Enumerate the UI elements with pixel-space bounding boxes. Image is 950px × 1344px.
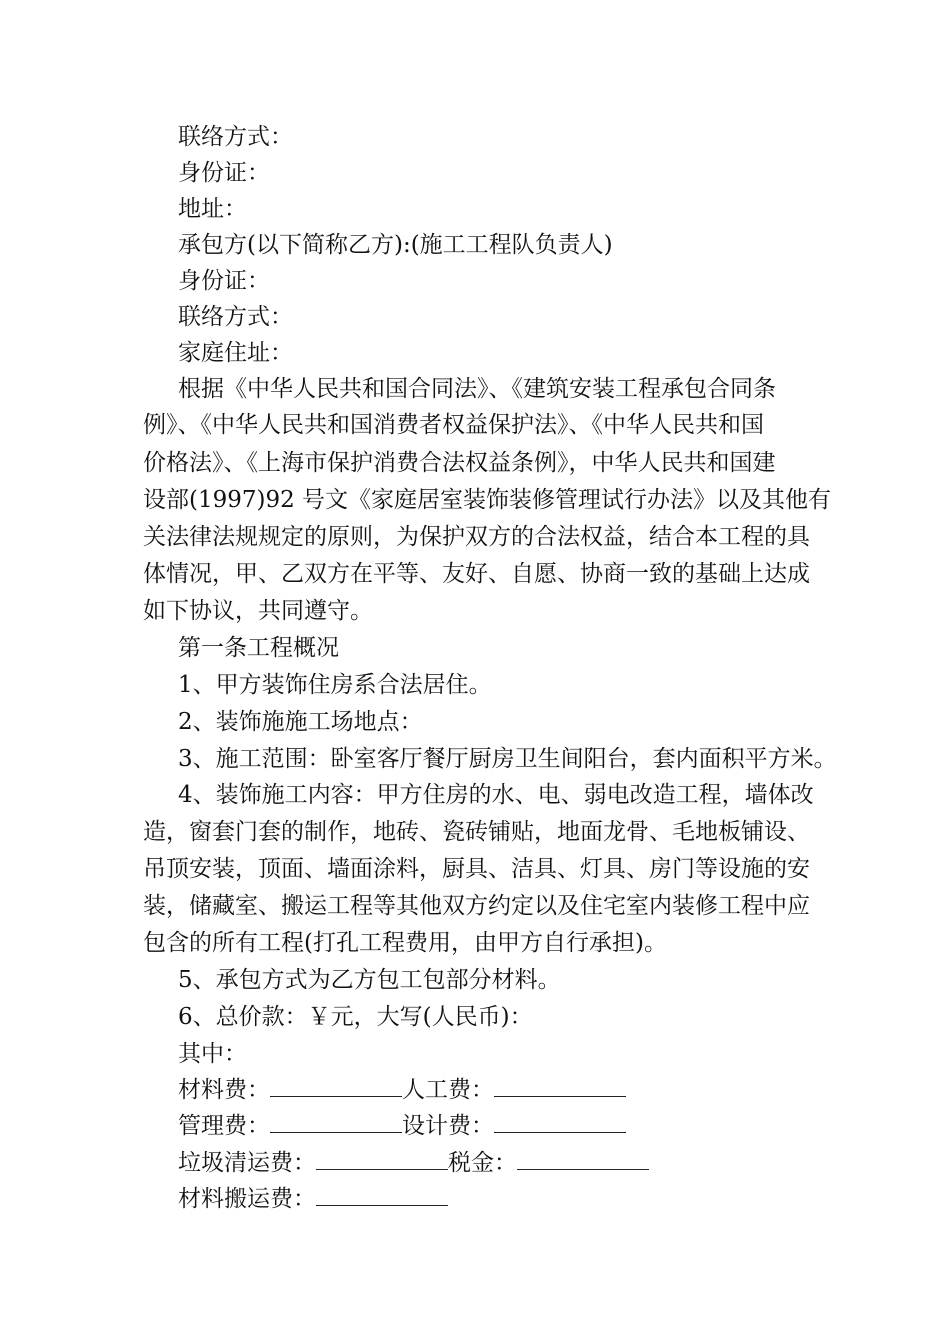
material-fee-label: 材料费： [178, 1077, 270, 1103]
article1-item-5: 5、承包方式为乙方包工包部分材料。 [178, 967, 561, 993]
article1-item-6: 6、总价款：￥元，大写(人民币)： [178, 1004, 533, 1030]
article1-title: 第一条工程概况 [178, 635, 339, 661]
garbage-fee-label: 垃圾清运费： [178, 1150, 316, 1176]
design-fee-blank [494, 1112, 626, 1133]
preamble-line: 关法律法规规定的原则，为保护双方的合法权益，结合本工程的具 [143, 524, 810, 550]
preamble-line: 例》、《中华人民共和国消费者权益保护法》、《中华人民共和国 [143, 412, 764, 438]
tax-label: 税金： [448, 1150, 517, 1176]
party-a-id-label: 身份证： [178, 160, 270, 186]
preamble-line: 体情况，甲、乙双方在平等、友好、自愿、协商一致的基础上达成 [143, 561, 810, 587]
garbage-fee-blank [316, 1149, 448, 1170]
fee-row [178, 1184, 448, 1214]
preamble-line: 设部(1997)92 号文《家庭居室装饰装修管理试行办法》以及其他有 [143, 487, 832, 513]
fee-row [178, 1148, 649, 1178]
preamble-line: 如下协议，共同遵守。 [143, 598, 373, 624]
article1-item-1: 1、甲方装饰住房系合法居住。 [178, 672, 492, 698]
preamble-line: 根据《中华人民共和国合同法》、《建筑安装工程承包合同条 [178, 376, 776, 402]
fee-row [178, 1111, 626, 1141]
fee-row [178, 1075, 626, 1105]
labor-fee-label: 人工费： [402, 1077, 494, 1103]
article1-item-2: 2、装饰施施工场地点： [178, 709, 423, 735]
article1-item-4-line: 包含的所有工程(打孔工程费用，由甲方自行承担)。 [143, 930, 667, 956]
party-b-home-address-label: 家庭住址： [178, 340, 293, 366]
labor-fee-blank [494, 1076, 626, 1097]
management-fee-blank [270, 1112, 402, 1133]
article1-item-4-line: 4、装饰施工内容：甲方住房的水、电、弱电改造工程，墙体改 [178, 782, 814, 808]
material-fee-blank [270, 1076, 402, 1097]
article1-item-3: 3、施工范围：卧室客厅餐厅厨房卫生间阳台，套内面积平方米。 [178, 746, 837, 772]
management-fee-label: 管理费： [178, 1113, 270, 1139]
party-a-contact-label: 联络方式： [178, 124, 293, 150]
transport-fee-label: 材料搬运费： [178, 1186, 316, 1212]
party-a-address-label: 地址： [178, 196, 247, 222]
party-b-contact-label: 联络方式： [178, 304, 293, 330]
tax-blank [517, 1149, 649, 1170]
article1-item-4-line: 造，窗套门套的制作，地砖、瓷砖铺贴，地面龙骨、毛地板铺设、 [143, 819, 810, 845]
article1-item-4-line: 吊顶安装，顶面、墙面涂料，厨具、洁具、灯具、房门等设施的安 [143, 856, 810, 882]
party-b-id-label: 身份证： [178, 268, 270, 294]
among-label: 其中： [178, 1041, 247, 1067]
party-b-title: 承包方(以下简称乙方):(施工工程队负责人) [178, 232, 613, 258]
article1-item-4-line: 装，储藏室、搬运工程等其他双方约定以及住宅室内装修工程中应 [143, 893, 810, 919]
preamble-line: 价格法》、《上海市保护消费合法权益条例》，中华人民共和国建 [143, 450, 776, 476]
design-fee-label: 设计费： [402, 1113, 494, 1139]
transport-fee-blank [316, 1185, 448, 1206]
